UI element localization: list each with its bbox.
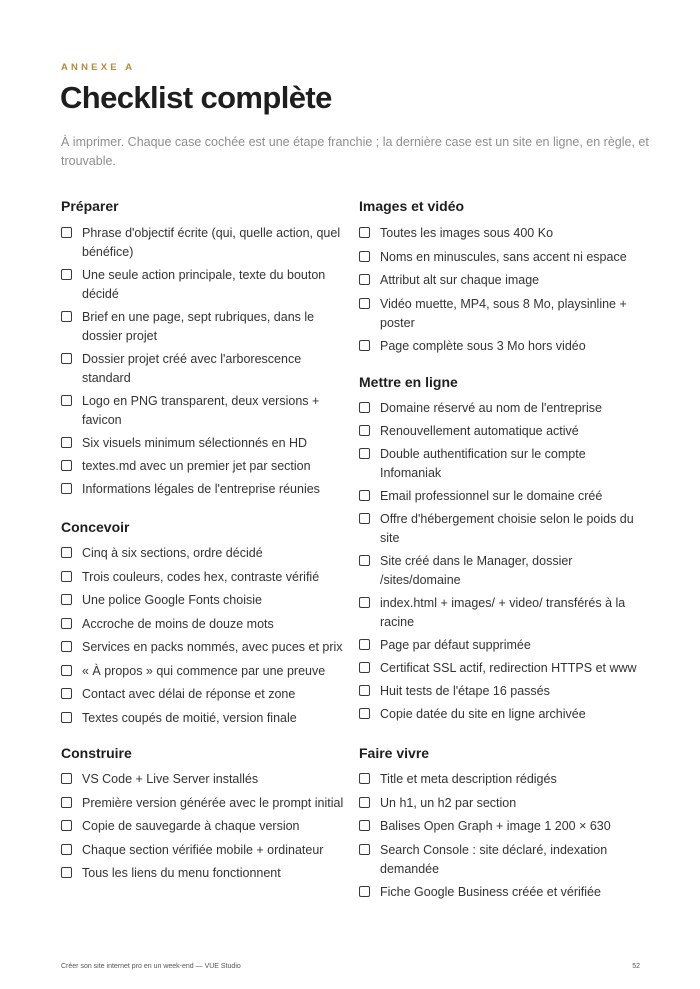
checklist-item[interactable] (359, 510, 644, 548)
item-label: Fiche Google Business créée et vérifiée (380, 885, 601, 899)
checklist-item[interactable] (61, 350, 346, 388)
item-label: Balises Open Graph + image 1 200 × 630 (380, 819, 611, 833)
section-title: Concevoir (61, 519, 130, 535)
checkbox[interactable] (359, 448, 370, 459)
item-label: Attribut alt sur chaque image (380, 273, 540, 287)
checkbox[interactable] (61, 311, 72, 322)
item-label: Page par défaut supprimée (380, 638, 531, 652)
checkbox[interactable] (61, 641, 72, 652)
item-label: textes.md avec un premier jet par section (82, 459, 311, 473)
page-number: 52 (632, 963, 640, 970)
checklist-item[interactable] (359, 224, 644, 243)
checkbox[interactable] (61, 773, 72, 784)
checklist-item[interactable] (359, 883, 644, 902)
checkbox[interactable] (61, 353, 72, 364)
section-title: Mettre en ligne (359, 374, 458, 390)
checkbox[interactable] (61, 571, 72, 582)
item-label: Une police Google Fonts choisie (82, 593, 262, 607)
item-label: Logo en PNG transparent, deux versions + favicon (82, 394, 320, 427)
item-label: Page complète sous 3 Mo hors vidéo (380, 339, 586, 353)
checkbox[interactable] (61, 797, 72, 808)
checklist-item[interactable] (359, 841, 644, 879)
checkbox[interactable] (61, 618, 72, 629)
checkbox[interactable] (359, 708, 370, 719)
item-label: Cinq à six sections, ordre décidé (82, 546, 263, 560)
section-construire (61, 743, 346, 888)
item-label: Title et meta description rédigés (380, 772, 557, 786)
item-label: Contact avec délai de réponse et zone (82, 687, 296, 701)
checkbox[interactable] (359, 274, 370, 285)
item-label: Textes coupés de moitié, version finale (82, 710, 297, 725)
item-label: « À propos » qui commence par une preuve (82, 663, 326, 678)
item-label: Accroche de moins de douze mots (82, 616, 274, 631)
item-label: Domaine réservé au nom de l'entreprise (380, 401, 602, 415)
checkbox[interactable] (61, 844, 72, 855)
checklist-item[interactable] (61, 392, 346, 430)
section-title: Construire (61, 745, 132, 761)
checkbox[interactable] (359, 490, 370, 501)
checklist-item[interactable] (61, 434, 346, 453)
checklist-item[interactable] (359, 337, 644, 356)
checklist-item[interactable] (359, 295, 644, 333)
checklist-item[interactable] (61, 770, 346, 789)
checkbox[interactable] (359, 227, 370, 238)
item-label: Tous les liens du menu fonctionnent (82, 866, 281, 880)
item-label: Renouvellement automatique activé (380, 424, 579, 438)
checkbox[interactable] (61, 688, 72, 699)
checkbox[interactable] (359, 402, 370, 413)
intro-text: À imprimer. Chaque case cochée est une étape franchie ; la dernière case est un site en ligne, en règle, et trouvable. (61, 135, 649, 168)
checklist-item[interactable] (61, 544, 346, 563)
item-label: Un h1, un h2 par section (380, 795, 517, 810)
checkbox[interactable] (359, 251, 370, 262)
checklist-item[interactable] (359, 552, 644, 590)
checklist-item[interactable] (359, 817, 644, 836)
item-label: Vidéo muette, MP4, sous 8 Mo, playsinline + poster (380, 296, 627, 330)
section-title: Faire vivre (359, 745, 430, 761)
checkbox[interactable] (359, 797, 370, 808)
checkbox[interactable] (61, 665, 72, 676)
checkbox[interactable] (61, 460, 72, 471)
checklist-item[interactable] (359, 594, 644, 632)
item-label: Copie de sauvegarde à chaque version (82, 819, 300, 833)
checklist-item[interactable] (61, 662, 346, 681)
footer-book-title: Créer son site internet pro en un week-end — VUE Studio (61, 963, 241, 970)
item-label: Certificat SSL actif, redirection HTTPS et www (380, 661, 637, 675)
checkbox[interactable] (359, 555, 370, 566)
checklist-item[interactable] (359, 770, 644, 789)
section-title: Préparer (61, 198, 119, 214)
checklist-item[interactable] (61, 308, 346, 346)
checkbox[interactable] (359, 340, 370, 351)
page-title: Checklist complète (60, 80, 332, 115)
item-label: Chaque section vérifiée mobile + ordinateur (82, 842, 324, 857)
item-label: Site créé dans le Manager, dossier /sites/domaine (380, 554, 573, 587)
checklist-item[interactable] (359, 636, 644, 655)
item-label: VS Code + Live Server installés (82, 772, 259, 786)
checklist-item[interactable] (359, 271, 644, 290)
checklist-item[interactable] (359, 445, 644, 483)
section-faire-vivre (359, 743, 644, 907)
section-images-video (359, 196, 644, 361)
checklist-item[interactable] (359, 422, 644, 441)
checkbox[interactable] (61, 712, 72, 723)
checklist-item[interactable] (61, 591, 346, 610)
item-label: Première version générée avec le prompt initial (82, 795, 344, 810)
checklist-item[interactable] (61, 457, 346, 476)
checkbox[interactable] (359, 886, 370, 897)
checkbox[interactable] (359, 639, 370, 650)
checkbox[interactable] (359, 662, 370, 673)
item-label: Offre d'hébergement choisie selon le poids du site (380, 512, 634, 545)
section-concevoir (61, 517, 346, 732)
checklist-item[interactable] (359, 682, 644, 701)
item-label: Email professionnel sur le domaine créé (380, 489, 603, 503)
checklist-item[interactable] (359, 487, 644, 506)
checklist-item[interactable] (359, 794, 644, 813)
item-label: Double authentification sur le compte Infomaniak (380, 447, 586, 480)
checklist-item[interactable] (61, 224, 346, 262)
checklist-item[interactable] (61, 638, 346, 657)
checklist-item[interactable] (61, 568, 346, 587)
checkbox[interactable] (61, 483, 72, 494)
checklist-item[interactable] (359, 659, 644, 678)
section-preparer (61, 196, 346, 503)
item-label: Toutes les images sous 400 Ko (380, 226, 554, 240)
eyebrow-label: ANNEXE A (61, 62, 136, 73)
item-label: Search Console : site déclaré, indexation demandée (380, 842, 608, 876)
checkbox[interactable] (61, 547, 72, 558)
checkbox[interactable] (359, 425, 370, 436)
item-label: Une seule action principale, texte du bouton décidé (82, 268, 326, 301)
checkbox[interactable] (359, 298, 370, 309)
checklist-item[interactable] (359, 248, 644, 267)
item-label: Six visuels minimum sélectionnés en HD (82, 436, 308, 450)
checkbox[interactable] (61, 269, 72, 280)
checkbox[interactable] (61, 594, 72, 605)
item-label: Phrase d'objectif écrite (qui, quelle action, quel bénéfice) (82, 226, 341, 259)
item-label: Noms en minuscules, sans accent ni espace (380, 249, 627, 264)
checklist-item[interactable] (61, 864, 346, 883)
item-label: Copie datée du site en ligne archivée (380, 707, 586, 721)
checkbox[interactable] (61, 395, 72, 406)
section-title: Images et vidéo (359, 198, 465, 214)
checklist-item[interactable] (359, 399, 644, 418)
checkbox[interactable] (359, 820, 370, 831)
checkbox[interactable] (359, 773, 370, 784)
item-label: Brief en une page, sept rubriques, dans le dossier projet (82, 310, 315, 343)
checklist-item[interactable] (61, 817, 346, 836)
item-label: Informations légales de l'entreprise réunies (82, 482, 320, 496)
checkbox[interactable] (359, 513, 370, 524)
checkbox[interactable] (61, 437, 72, 448)
item-label: Huit tests de l'étape 16 passés (380, 684, 550, 698)
checklist-item[interactable] (61, 841, 346, 860)
checklist-item[interactable] (61, 685, 346, 704)
checklist-item[interactable] (61, 266, 346, 304)
item-label: Dossier projet créé avec l'arborescence standard (82, 352, 302, 385)
checkbox[interactable] (359, 685, 370, 696)
checkbox[interactable] (61, 867, 72, 878)
checklist-item[interactable] (61, 794, 346, 813)
checklist-item[interactable] (61, 709, 346, 728)
checklist-item[interactable] (61, 480, 346, 499)
checkbox[interactable] (359, 844, 370, 855)
checkbox[interactable] (359, 597, 370, 608)
section-mettre-en-ligne (359, 372, 644, 728)
checklist-item[interactable] (359, 705, 644, 724)
item-label: Services en packs nommés, avec puces et prix (82, 640, 343, 654)
checklist-item[interactable] (61, 615, 346, 634)
checkbox[interactable] (61, 227, 72, 238)
item-label: Trois couleurs, codes hex, contraste vérifié (82, 569, 320, 584)
item-label: index.html + images/ + video/ transférés à la racine (380, 596, 626, 629)
checkbox[interactable] (61, 820, 72, 831)
